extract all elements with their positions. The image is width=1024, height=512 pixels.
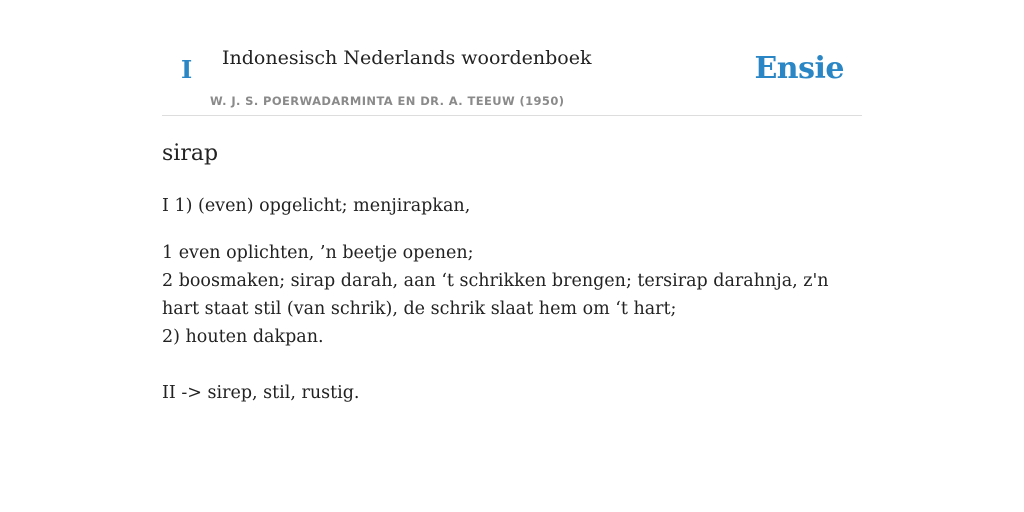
entry-sub-items [162,239,852,351]
page-content [162,0,862,403]
dictionary-authors: W. J. S. POERWADARMINTA EN DR. A. TEEUW (1950) [210,94,565,108]
dictionary-letter-link[interactable]: I [181,55,193,84]
sub-item: 2 boosmaken; sirap darah, aan ‘t schrikken brengen; tersirap darahnja, z'n hart staat stil (van schrik), de schrik slaat hem om ‘t hart; [162,271,829,319]
sub-item: 2) houten dakpan. [162,327,324,347]
entry-sense-1: I 1) (even) opgelicht; menjirapkan, [162,196,471,216]
ensie-logo[interactable]: Ensie [754,51,844,86]
dictionary-header [162,0,862,116]
sub-item: 1 even oplichten, ’n beetje openen; [162,243,474,263]
dictionary-title-link[interactable]: Indonesisch Nederlands woordenboek [222,47,592,69]
entry-sense-2: II -> sirep, stil, rustig. [162,383,360,403]
entry-headword: sirap [162,141,219,166]
